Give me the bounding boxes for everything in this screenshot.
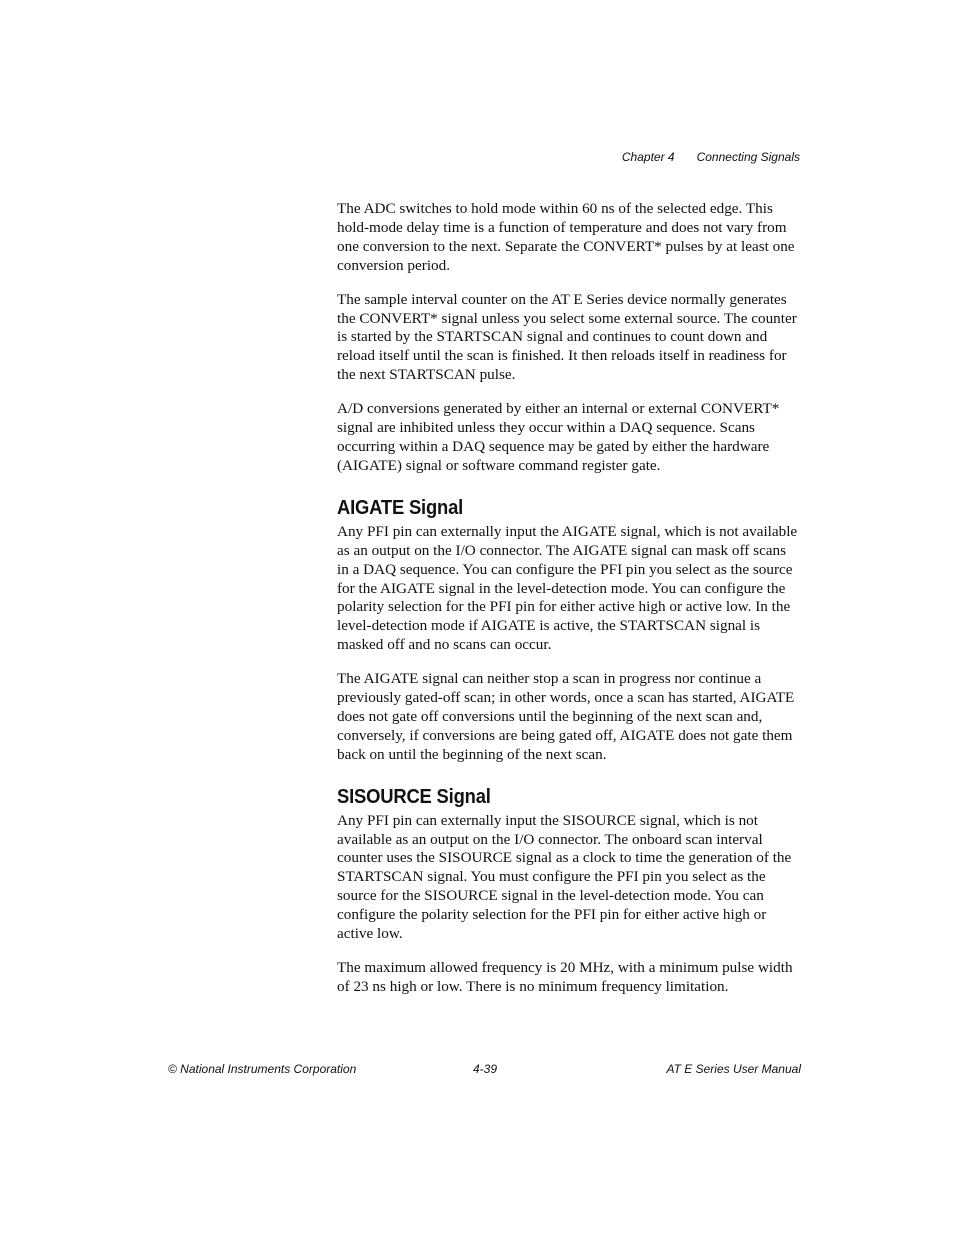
body-paragraph: The ADC switches to hold mode within 60 ns of the selected edge. This hold-mode delay time is a function of temperature and does not vary from one conversion to the next. Separate the CONVERT* pulses by at least one conversion period. xyxy=(337,200,795,274)
intro-section xyxy=(337,200,801,476)
section-heading-sisource: SISOURCE Signal xyxy=(337,785,491,808)
chapter-label: Chapter 4 xyxy=(621,150,675,164)
page-footer xyxy=(168,1061,801,1077)
chapter-title: Connecting Signals xyxy=(696,150,800,164)
sisource-section xyxy=(337,784,801,997)
page-content xyxy=(337,200,801,1012)
body-paragraph: A/D conversions generated by either an internal or external CONVERT* signal are inhibited unless they occur within a DAQ sequence. Scans occurring within a DAQ sequence may be gated by either the hardware (AIGATE) signal or software command register gate. xyxy=(337,400,780,474)
body-paragraph: Any PFI pin can externally input the AIGATE signal, which is not available as an output on the I/O connector. The AIGATE signal can mask off scans in a DAQ sequence. You can configure the PFI pin you select as the source for the AIGATE signal in the level-detection mode. You can configure the polarity selection for the PFI pin for either active high or active low. In the level-detection mode if AIGATE is active, the STARTSCAN signal is masked off and no scans can occur. xyxy=(337,522,798,654)
body-paragraph: The AIGATE signal can neither stop a scan in progress nor continue a previously gated-off scan; in other words, once a scan has started, AIGATE does not gate off conversions until the beginning of the next scan and, conversely, if conversions are being gated off, AIGATE does not gate them back on until the beginning of the next scan. xyxy=(337,670,795,763)
footer-manual-title: AT E Series User Manual xyxy=(666,1062,801,1076)
footer-copyright: © National Instruments Corporation xyxy=(168,1062,357,1076)
page-number: 4-39 xyxy=(473,1062,498,1076)
section-heading-aigate: AIGATE Signal xyxy=(337,496,464,519)
running-header xyxy=(622,149,800,165)
body-paragraph: The sample interval counter on the AT E Series device normally generates the CONVERT* signal unless you select some external source. The counter is started by the STARTSCAN signal and continues to count down and reload itself until the scan is finished. It then reloads itself in readiness for the next STARTSCAN pulse. xyxy=(337,290,797,384)
body-paragraph: Any PFI pin can externally input the SISOURCE signal, which is not available as an output on the I/O connector. The onboard scan interval counter uses the SISOURCE signal as a clock to time the generation of the STARTSCAN signal. You must configure the PFI pin you select as the source for the SISOURCE signal in the level-detection mode. You can configure the polarity selection for the PFI pin for either active high or active low. xyxy=(337,811,792,943)
body-paragraph: The maximum allowed frequency is 20 MHz, with a minimum pulse width of 23 ns high or low. There is no minimum frequency limitation. xyxy=(337,959,793,995)
aigate-section xyxy=(337,495,801,765)
